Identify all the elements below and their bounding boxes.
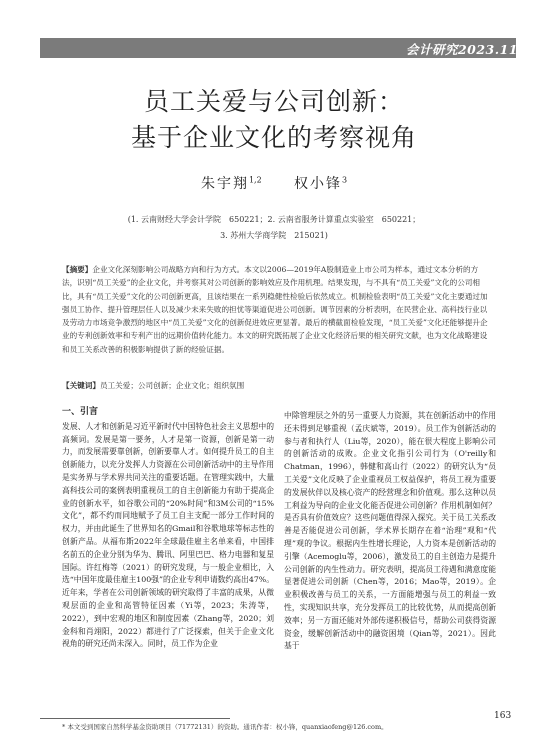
author-affil-mark: 3	[341, 175, 348, 185]
keywords	[62, 380, 488, 391]
body-paragraph: 中除管理层之外的另一重要人力资源，其在创新活动中的作用还未得到足够重视（孟庆斌等，2019）。员工作为创新活动的参与者和执行人（Liu等，2020），能在很大程度上影响公司的创新活动的成败。企业文化指引公司行为（O'reilly和Chatman，1996），韩健和高山行（2022）的研究认为“员工关爱”文化反映了企业重视员工权益保护，将员工视为重要的发展伙伴以及核心资产的经营理念和价值观。那么这种以员工利益为导向的企业文化能否促进公司创新？作用机制如何？是否具有价值效应？这些问题值得深入探究。关于员工关系改善是否能促进公司创新，学术界长期存在着“治理”观和“代理”观的争议。根据内生性增长理论，人力资本是创新活动的引擎（Acemoglu等，2006），激发员工的自主创造力是提升公司创新的内生性动力。研究表明，提高员工待遇和满意度能显著促进公司创新（Chen等，2016；Mao等，2019）。企业积极改善与员工的关系，一方面能增强与员工的利益一致性，实现知识共享，充分发挥员工的比较优势，从而提高创新效率；另一方面还能对外部传递积极信号，帮助公司获得资源资金，缓解创新活动中的融资困境（Qian等，2021）。因此基于	[284, 411, 496, 651]
section-heading: 一、引言	[62, 407, 99, 417]
keywords-text: 员工关爱；公司创新；企业文化；组织氛围	[99, 381, 245, 390]
author-line	[0, 173, 548, 193]
footnote-divider	[40, 718, 230, 719]
keywords-label: 【关键词】	[62, 381, 100, 390]
page-number: 163	[494, 711, 512, 721]
body-paragraph: 发展、人才和创新是习近平新时代中国特色社会主义思想中的高频词。发展是第一要务，人才是第一资源，创新是第一动力，而发展需要靠创新，创新要靠人才。如何提升员工的自主创新能力，以充分发挥人力资源在公司创新活动中的主导作用是实务界与学术界共同关注的重要话题。在管理实践中，大量高科技公司的案例表明重视员工的自主创新能力有助于提高企业的创新水平，如谷歌公司的“20%时间”和3M公司的“15%文化”，都不约而同地赋予了员工自主支配一部分工作时间的权力，并由此诞生了世界知名的Gmail和谷歌地球等标志性的创新产品。从福布斯2022年全球最佳雇主名单来看，中国排名前五的企业分别为华为、腾讯、阿里巴巴、格力电器和复星国际。许红梅等（2021）的研究发现，与一般企业相比，入选“中国年度最佳雇主100强”的企业专利申请数约高出47%。近年来，学者在公司创新领域的研究取得了丰富的成果，从微观层面的企业和高管特征因素（Yi等，2023；朱涛等，2022），到中宏观的地区和制度因素（Zhang等，2020；刘金科和肖翊阳，2022）都进行了广泛探索，但关于企业文化视角的研究还尚未深入。同时，员工作为企业	[62, 421, 274, 649]
abstract-label: 【摘要】	[62, 265, 93, 274]
author-affil-mark: 1,2	[248, 175, 262, 185]
affiliation-line2: 3. 苏州大学商学院 215021)	[220, 231, 328, 240]
article-title-line1: 员工关爱与公司创新：	[143, 87, 404, 116]
author-name: 朱宇翔	[200, 176, 249, 192]
abstract-text: 企业文化深刻影响公司战略方向和行为方式。本文以2006—2019年A股制造业上市公司为样本，通过文本分析的方法，识别“员工关爱”的企业文化，并考察其对公司创新的影响效应及作用机理。结果发现，与不具有“员工关爱”文化的公司相比，具有“员工关爱”文化的公司创新更高，且该结果在一系列稳健性检验后依然成立。机制检验表明“员工关爱”文化主要通过加强员工协作、提升管理层任人以及减少未来失败的担忧等渠道促进公司创新。调节因素的分析表明，在民营企业、高科技行业以及劳动力市场竞争激烈的地区中“员工关爱”文化的创新促进效应更显著。最后的横截面检验发现，“员工关爱”文化还能够提升企业的专利创新效率和专利产出的远期价值转化能力。本文的研究既拓展了企业文化经济后果的相关研究文献，也为文化战略建设和员工关系改善的积极影响提供了新的经验证据。	[62, 265, 488, 354]
journal-issue-label: 会计研究2023.11	[405, 42, 518, 57]
funding-footnote: * 本文受到国家自然科学基金资助项目（71772131）的资助。通讯作者：权小锋，quanxiaofeng@126.com。	[62, 723, 388, 731]
affiliation-line1: (1. 云南财经大学会计学院 650221；2. 云南省服务计算重点实验室 650221；	[127, 215, 421, 224]
article-title-line2: 基于企业文化的考察视角	[130, 123, 417, 152]
body-column-left	[62, 406, 274, 651]
author-name: 权小锋	[293, 176, 342, 192]
body-column-right	[284, 410, 496, 653]
abstract	[62, 263, 488, 356]
